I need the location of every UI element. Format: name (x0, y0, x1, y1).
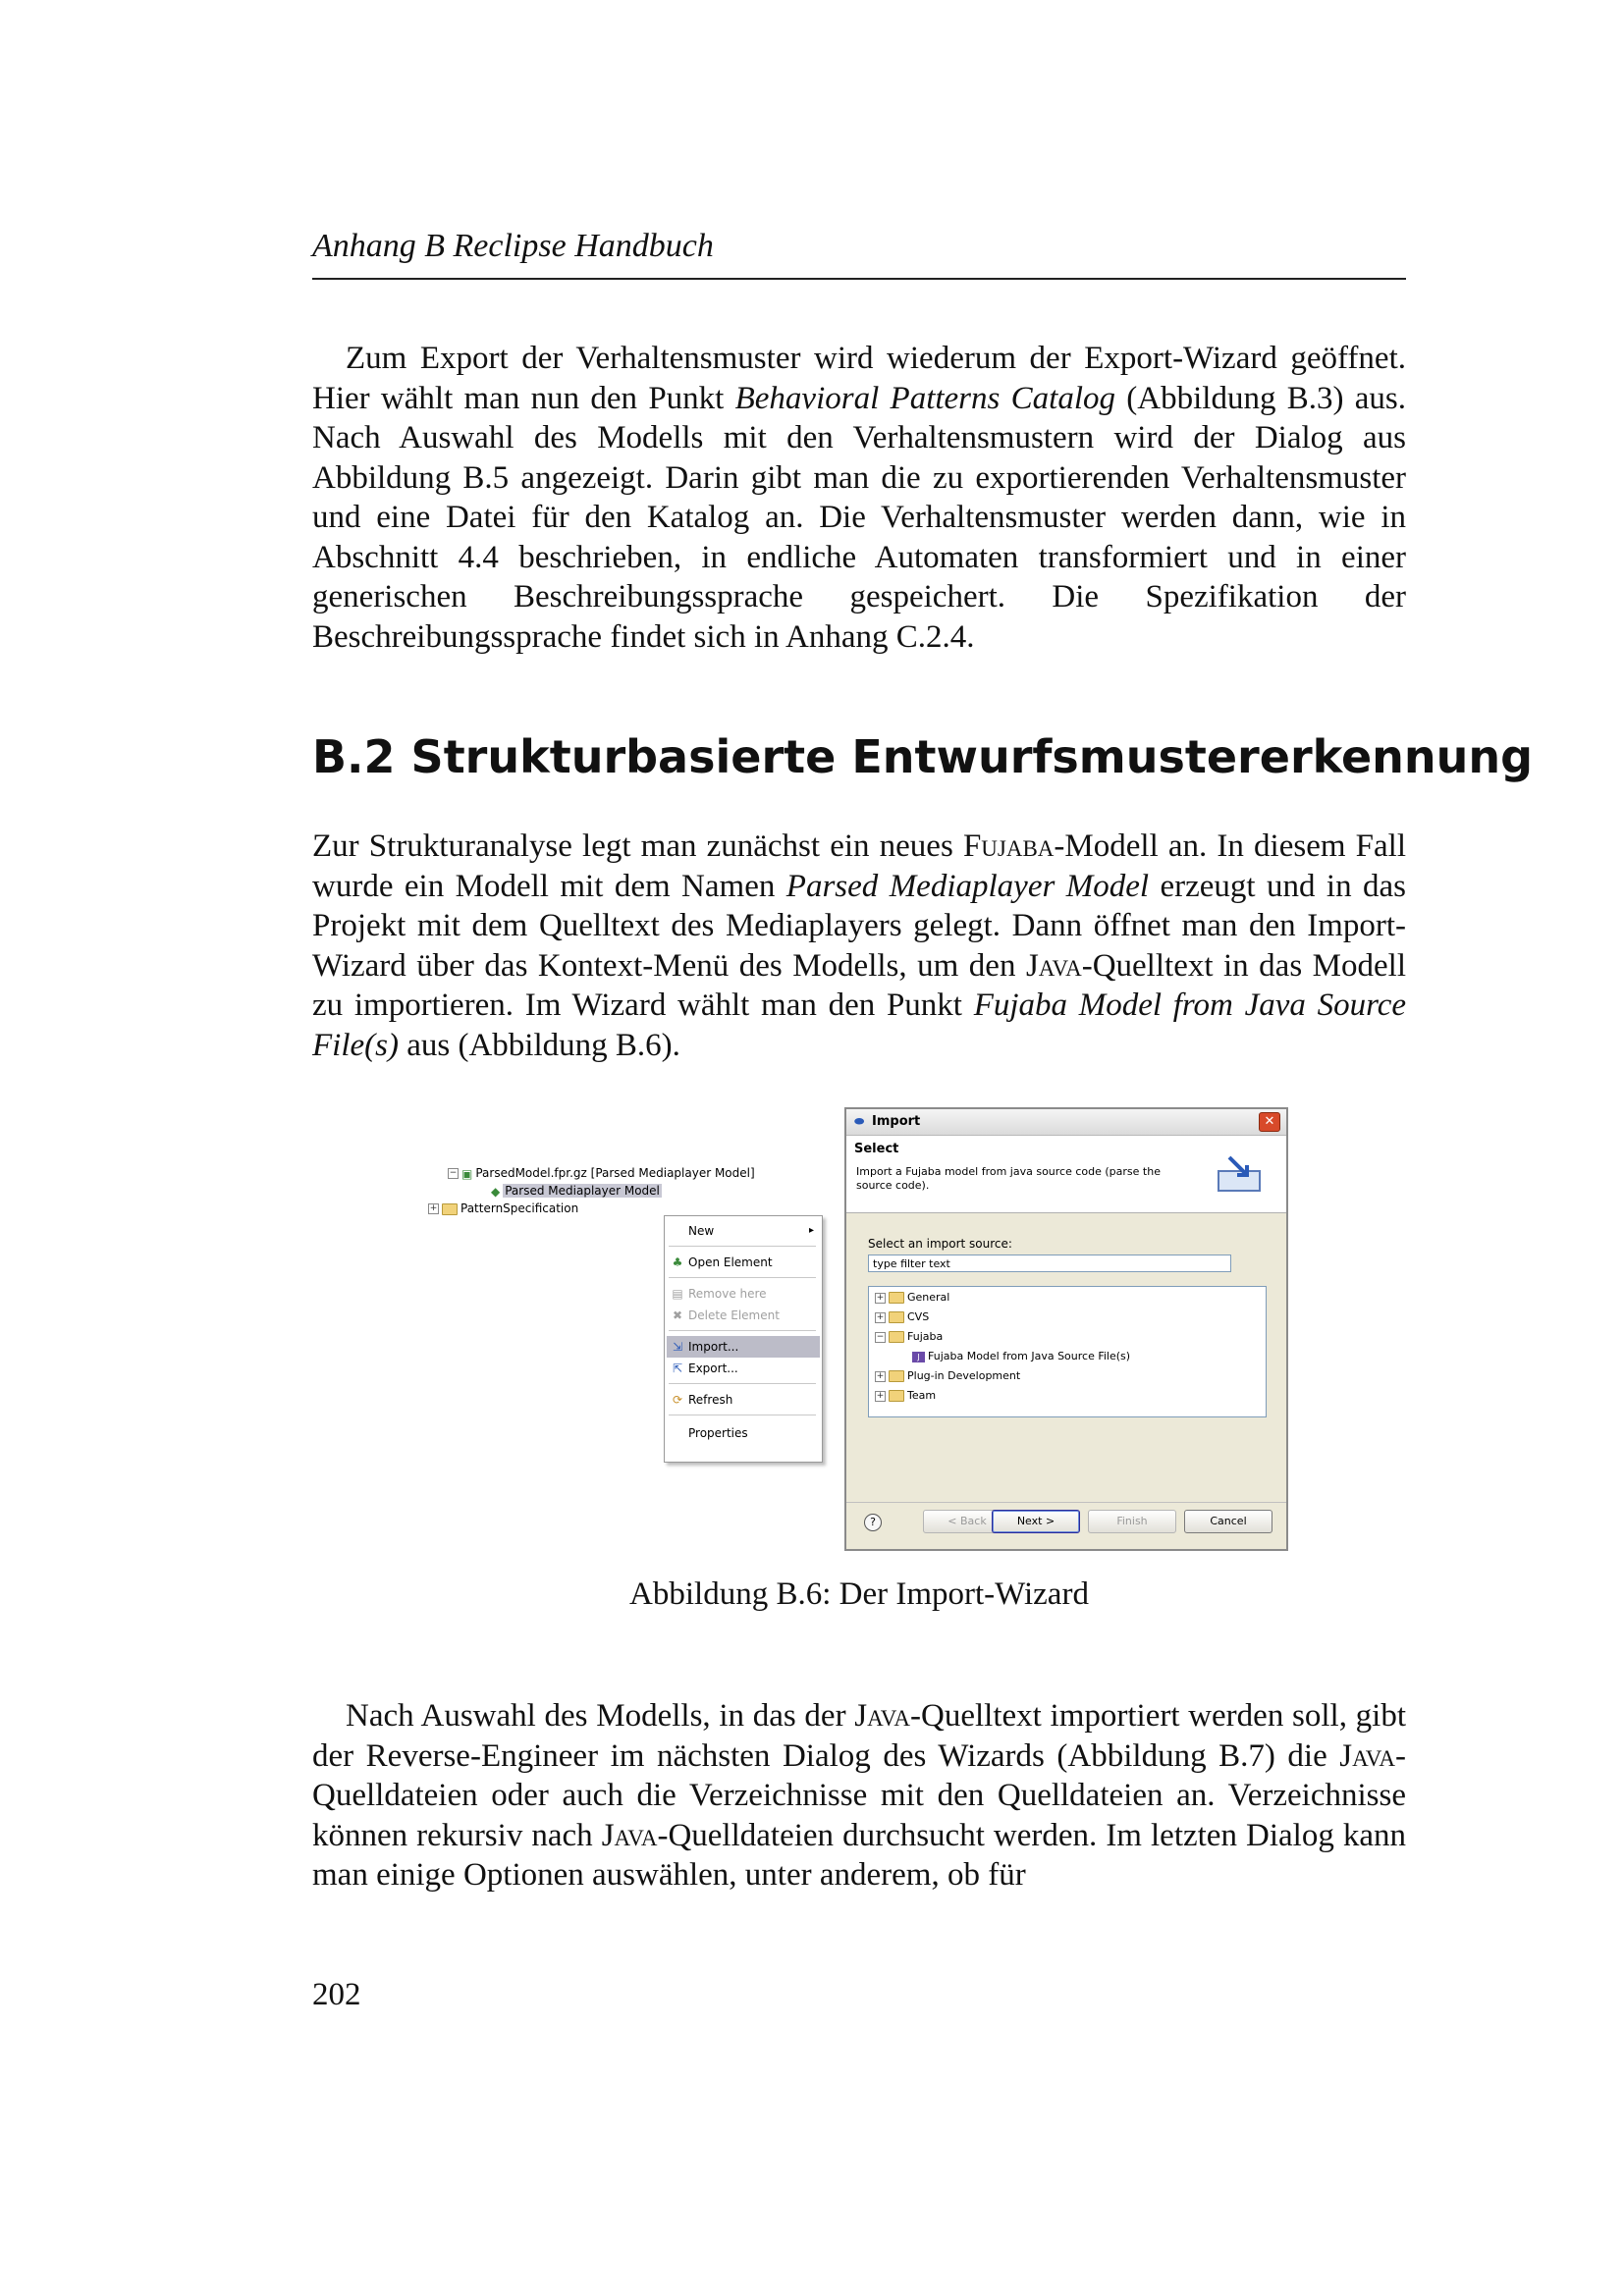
text-run: -Quelldateien oder auch die Verzeichnisse mit den Quelldateien an. Verzeichnisse können rekursiv nach (312, 1737, 1406, 1853)
menu-label: Properties (688, 1426, 748, 1440)
menu-label: Import... (688, 1340, 739, 1354)
filter-input[interactable]: type filter text (868, 1255, 1231, 1272)
folder-icon (889, 1390, 904, 1402)
model-icon: ◆ (491, 1184, 501, 1199)
header-rule (312, 278, 1406, 280)
emphasis: Fujaba Model from Java Source File(s) (312, 988, 1406, 1063)
text-run: -Quelltext in das Modell zu importieren. Im Wizard wählt man den Punkt (312, 947, 1407, 1023)
menu-item-export[interactable] (667, 1358, 820, 1379)
paragraph-export (312, 339, 1406, 657)
collapse-icon[interactable]: − (876, 1331, 885, 1342)
import-wizard-icon (1216, 1153, 1265, 1195)
menu-label: New (688, 1224, 715, 1238)
small-caps-name: Fujaba (962, 828, 1055, 864)
close-button[interactable]: ✕ (1259, 1112, 1280, 1132)
cancel-button[interactable]: Cancel (1184, 1510, 1272, 1533)
expand-icon[interactable]: + (876, 1370, 885, 1381)
remove-icon: ▤ (672, 1287, 683, 1301)
import-source-tree (868, 1286, 1267, 1417)
dialog-banner (846, 1136, 1286, 1213)
figure-caption: Abbildung B.6: Der Import-Wizard (629, 1576, 1089, 1612)
folder-icon (442, 1203, 458, 1215)
page-description: Import a Fujaba model from java source code (parse the source code). (856, 1165, 1161, 1192)
next-button[interactable]: Next > (992, 1510, 1080, 1533)
import-title-icon: ⬬ (854, 1114, 865, 1128)
text-run: -Quelltext importiert werden soll, gibt der Reverse-Engineer im nächsten Dialog des Wizards (Abbildung B.7) die (312, 1698, 1406, 1774)
text-run: Zum Export der Verhaltensmuster wird wiederum der Export-Wizard geöffnet. Hier wählt man nun den Punkt (312, 341, 1406, 416)
tree-item-label: Fujaba Model from Java Source File(s) (928, 1350, 1131, 1362)
emphasis: Behavioral Patterns Catalog (734, 380, 1115, 416)
tree-item-label: CVS (907, 1310, 930, 1323)
text-run: (Abbildung B.3) aus. Nach Auswahl des Modells mit den Verhaltensmustern wird der Dialog aus Abbildung B.5 angezeigt. Darin gibt man die zu exportierenden Verhaltensmuster und eine Datei für den Katalog an. Die Verhaltensmuster werden dann, wie in Abschnitt 4.4 beschrieben, in endliche Automaten transformiert und in einer generischen Beschreibungssprache gespeichert. Die Spezifikation der Beschreibungssprache findet sich in Anhang C.2.4. (312, 380, 1406, 655)
menu-item-properties[interactable] (667, 1422, 820, 1444)
tree-row-root[interactable] (448, 1166, 755, 1181)
expand-icon[interactable]: + (429, 1203, 438, 1213)
small-caps-name: Java (1025, 947, 1082, 984)
menu-item-open-element[interactable] (667, 1252, 820, 1273)
menu-label: Remove here (688, 1287, 767, 1301)
back-button[interactable]: < Back (923, 1510, 1011, 1533)
refresh-icon: ⟳ (672, 1393, 683, 1407)
context-menu (664, 1215, 823, 1463)
folder-icon (889, 1311, 904, 1323)
figure-import-wizard (422, 1107, 1296, 1559)
page-title: Select (854, 1142, 899, 1156)
menu-label: Export... (688, 1362, 738, 1375)
menu-label: Open Element (688, 1255, 773, 1269)
tree-item-fujaba[interactable] (875, 1330, 943, 1343)
open-element-icon: ♣ (672, 1255, 683, 1269)
small-caps-name: Java (601, 1817, 658, 1853)
tree-row-patterns[interactable] (428, 1201, 578, 1215)
folder-icon (889, 1292, 904, 1304)
menu-separator (669, 1383, 816, 1384)
tree-item-label: Plug-in Development (907, 1369, 1021, 1382)
menu-label: Refresh (688, 1393, 733, 1407)
menu-item-import[interactable] (667, 1336, 820, 1358)
expand-icon[interactable]: + (876, 1311, 885, 1322)
dialog-title: Import (872, 1114, 921, 1129)
folder-icon (889, 1370, 904, 1382)
menu-item-remove-here[interactable] (667, 1283, 820, 1305)
text-run: -Quelldateien durchsucht werden. Im letzten Dialog kann man einige Optionen auswählen, unter anderem, ob für (312, 1817, 1407, 1893)
tree-label-selected: Parsed Mediaplayer Model (505, 1184, 660, 1198)
import-icon: ⇲ (672, 1340, 683, 1354)
finish-button[interactable]: Finish (1088, 1510, 1176, 1533)
text-run: Nach Auswahl des Modells, in das der (346, 1698, 855, 1734)
text-run: erzeugt und in das Projekt mit dem Quelltext des Mediaplayers gelegt. Dann öffnet man den Import-Wizard über das Kontext-Menü des Modells, um den (312, 868, 1407, 984)
delete-icon: ✖ (672, 1308, 683, 1322)
tree-item-team[interactable] (875, 1389, 936, 1402)
text-run: aus (Abbildung B.6). (398, 1027, 680, 1063)
import-source-label: Select an import source: (868, 1237, 1012, 1251)
text-run: -Modell an. In diesem Fall wurde ein Modell mit dem Namen (312, 828, 1406, 904)
submenu-arrow-icon: ▸ (808, 1225, 814, 1236)
menu-item-new[interactable] (667, 1220, 820, 1242)
folder-open-icon (889, 1331, 904, 1343)
expand-icon[interactable]: + (876, 1390, 885, 1401)
tree-item-label: General (907, 1291, 950, 1304)
tree-item-general[interactable] (875, 1291, 949, 1304)
export-icon: ⇱ (672, 1362, 683, 1375)
section-heading: B.2 Strukturbasierte Entwurfsmustererkennung (312, 730, 1534, 783)
import-dialog (844, 1107, 1288, 1551)
expand-icon[interactable]: + (876, 1292, 885, 1303)
dialog-titlebar (846, 1109, 1286, 1136)
tree-item-plugin-development[interactable] (875, 1369, 1020, 1382)
paragraph-java-sources (312, 1696, 1406, 1896)
menu-label: Delete Element (688, 1308, 780, 1322)
model-file-icon: ▣ (461, 1166, 473, 1181)
fujaba-java-icon: J (912, 1352, 925, 1362)
button-bar-divider (846, 1502, 1286, 1503)
menu-separator (669, 1246, 816, 1247)
tree-label: PatternSpecification (460, 1201, 579, 1215)
paragraph-structure-analysis (312, 827, 1406, 1065)
small-caps-name: Java (1339, 1737, 1395, 1774)
text-run: Zur Strukturanalyse legt man zunächst ein neues (312, 828, 963, 864)
tree-label: ParsedModel.fpr.gz [Parsed Mediaplayer Model] (475, 1166, 755, 1180)
small-caps-name: Java (854, 1698, 911, 1734)
tree-row-model[interactable] (491, 1184, 662, 1199)
emphasis: Parsed Mediaplayer Model (785, 868, 1150, 904)
menu-item-delete-element[interactable] (667, 1305, 820, 1326)
running-header: Anhang B Reclipse Handbuch (312, 228, 714, 264)
tree-item-cvs[interactable] (875, 1310, 929, 1323)
menu-separator (669, 1330, 816, 1331)
help-icon[interactable]: ? (864, 1514, 882, 1531)
tree-item-fujaba-java-source[interactable] (912, 1350, 1130, 1362)
collapse-icon[interactable]: − (449, 1168, 458, 1178)
tree-item-label: Fujaba (907, 1330, 944, 1343)
page-number: 202 (312, 1977, 361, 2012)
menu-item-refresh[interactable] (667, 1389, 820, 1411)
menu-separator (669, 1277, 816, 1278)
tree-item-label: Team (907, 1389, 937, 1402)
